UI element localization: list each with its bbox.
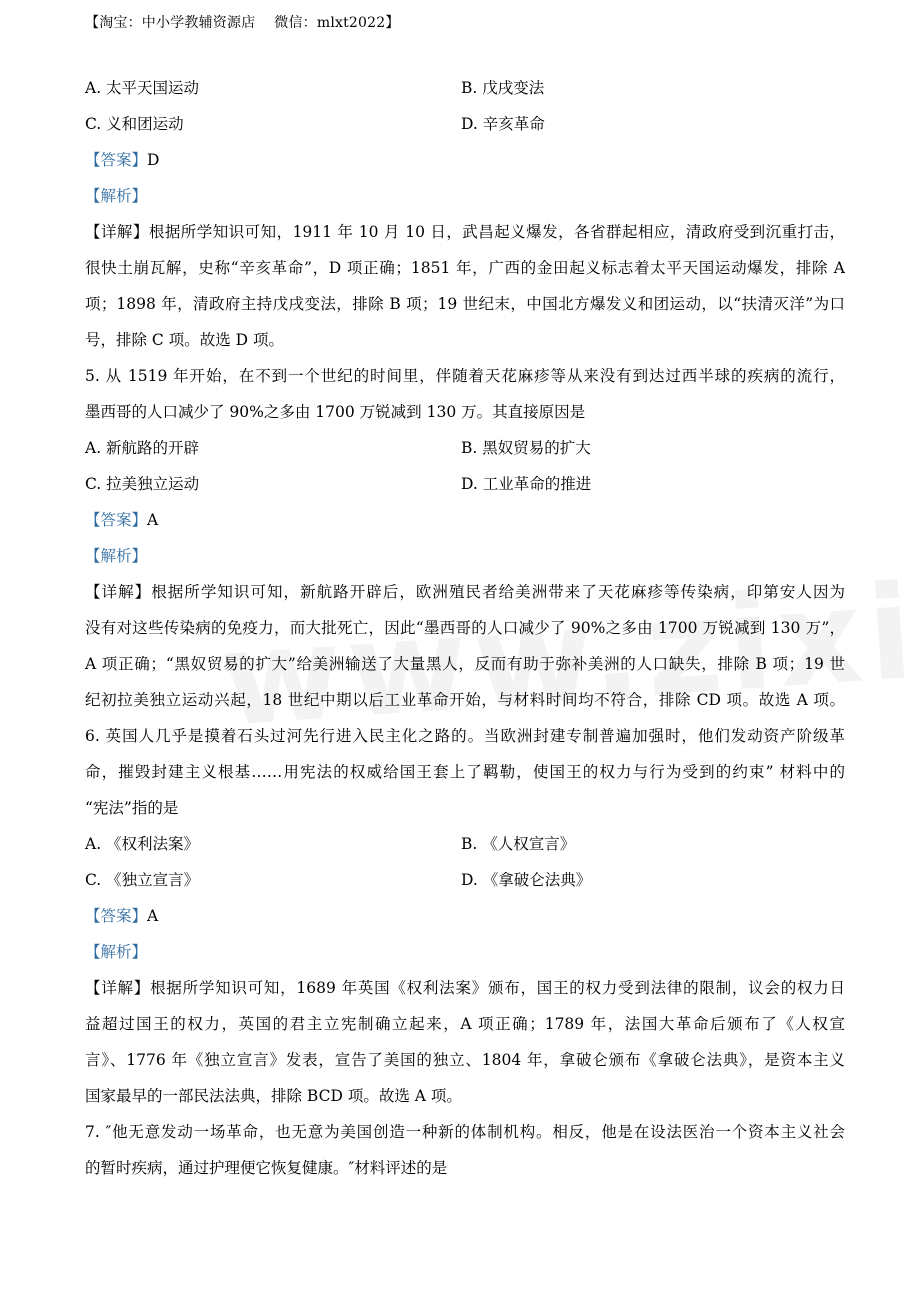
- q7-stem-line-1: 7. ″他无意发动一场革命，也无意为美国创造一种新的体制机构。相反，他是在设法医治一个资本主义社会: [85, 1123, 845, 1141]
- q6-options-row-1: [85, 826, 845, 862]
- answer-tag: 【答案】: [85, 511, 148, 529]
- analysis-tag: 【解析】: [85, 187, 148, 205]
- detail-text: 根据所学知识可知，1689 年英国《权利法案》颁布，国王的权力受到法律的限制，议会的权力日: [150, 979, 845, 997]
- detail-tag: 【详解】: [85, 583, 152, 601]
- q4-option-a: A. 太平天国运动: [85, 79, 200, 97]
- q6-detail-line-3: 言》、1776 年《独立宣言》发表，宣告了美国的独立、1804 年，拿破仑颁布《拿破仑法典》，是资本主义: [85, 1051, 845, 1069]
- q6-detail-line-2: 益超过国王的权力，英国的君主立宪制确立起来，A 项正确；1789 年，法国大革命后颁布了《人权宣: [85, 1015, 845, 1033]
- answer-value: D: [147, 151, 160, 169]
- q4-answer: [85, 142, 845, 178]
- document-body: [85, 70, 845, 1186]
- q5-detail-line-1: [85, 574, 845, 610]
- detail-text: 根据所学知识可知，新航路开辟后，欧洲殖民者给美洲带来了天花麻疹等传染病，印第安人因为: [151, 583, 845, 601]
- q4-detail-line-2: 很快土崩瓦解，史称“辛亥革命”，D 项正确；1851 年，广西的金田起义标志着太平天国运动爆发，排除 A: [85, 259, 845, 277]
- q5-option-a: A. 新航路的开辟: [85, 439, 200, 457]
- q5-options-row-1: [85, 430, 845, 466]
- answer-tag: 【答案】: [85, 907, 148, 925]
- q6-options-row-2: [85, 862, 845, 898]
- q5-option-c: C. 拉美独立运动: [85, 475, 200, 493]
- q6-stem-line-2: 命，摧毁封建主义根基……用宪法的权威给国王套上了羁勒，使国王的权力与行为受到的约束” 材料中的: [85, 763, 845, 781]
- detail-tag: 【详解】: [85, 223, 149, 241]
- q5-answer: [85, 502, 845, 538]
- q4-detail-line-4: 号，排除 C 项。故选 D 项。: [85, 331, 284, 349]
- q6-option-d: D. 《拿破仑法典》: [461, 871, 592, 889]
- q4-option-d: D. 辛亥革命: [461, 115, 545, 133]
- detail-text: 根据所学知识可知，1911 年 10 月 10 日，武昌起义爆发，各省群起相应，清政府受到沉重打击，: [148, 223, 845, 241]
- q6-analysis: [85, 934, 845, 970]
- detail-tag: 【详解】: [85, 979, 151, 997]
- q6-stem-line-1: 6. 英国人几乎是摸着石头过河先行进入民主化之路的。当欧洲封建专制普遍加强时，他们发动资产阶级革: [85, 727, 845, 745]
- q6-stem-line-3: “宪法”指的是: [85, 799, 179, 817]
- q5-option-d: D. 工业革命的推进: [461, 475, 592, 493]
- q6-option-c: C. 《独立宣言》: [85, 871, 200, 889]
- q6-answer: [85, 898, 845, 934]
- q5-detail-line-2: 没有对这些传染病的免疫力，而大批死亡，因此“墨西哥的人口减少了 90%之多由 1700 万锐减到 130 万”，: [85, 619, 845, 637]
- q6-option-a: A. 《权利法案》: [85, 835, 200, 853]
- q5-analysis: [85, 538, 845, 574]
- answer-value: A: [147, 511, 159, 529]
- q4-option-c: C. 义和团运动: [85, 115, 184, 133]
- q6-detail-line-1: [85, 970, 845, 1006]
- q4-options-row-2: [85, 106, 845, 142]
- q5-detail-line-4: 纪初拉美独立运动兴起，18 世纪中期以后工业革命开始，与材料时间均不符合，排除 CD 项。故选 A 项。: [85, 691, 845, 709]
- answer-value: A: [147, 907, 159, 925]
- q7-stem-line-2: 的暂时疾病，通过护理便它恢复健康。″材料评述的是: [85, 1159, 448, 1177]
- q5-options-row-2: [85, 466, 845, 502]
- q4-option-b: B. 戊戌变法: [461, 79, 545, 97]
- q6-option-b: B. 《人权宣言》: [461, 835, 576, 853]
- answer-tag: 【答案】: [85, 151, 148, 169]
- q5-stem-line-2: 墨西哥的人口减少了 90%之多由 1700 万锐减到 130 万。其直接原因是: [85, 403, 586, 421]
- analysis-tag: 【解析】: [85, 943, 148, 961]
- q4-analysis: [85, 178, 845, 214]
- q4-detail-line-3: 项；1898 年，清政府主持戊戌变法，排除 B 项；19 世纪末，中国北方爆发义和团运动，以“扶清灭洋”为口: [85, 295, 845, 313]
- q5-stem-line-1: 5. 从 1519 年开始，在不到一个世纪的时间里，伴随着天花麻疹等从来没有到达过西半球的疾病的流行，: [85, 367, 845, 385]
- source-header: 【淘宝：中小学教辅资源店 微信：mlxt2022】: [85, 15, 400, 31]
- analysis-tag: 【解析】: [85, 547, 148, 565]
- q4-options-row-1: [85, 70, 845, 106]
- q5-detail-line-3: A 项正确；“黑奴贸易的扩大”给美洲输送了大量黑人，反而有助于弥补美洲的人口缺失，排除 B 项；19 世: [85, 655, 845, 673]
- q5-option-b: B. 黑奴贸易的扩大: [461, 439, 591, 457]
- q4-detail-line-1: [85, 214, 845, 250]
- q6-detail-line-4: 国家最早的一部民法法典，排除 BCD 项。故选 A 项。: [85, 1087, 462, 1105]
